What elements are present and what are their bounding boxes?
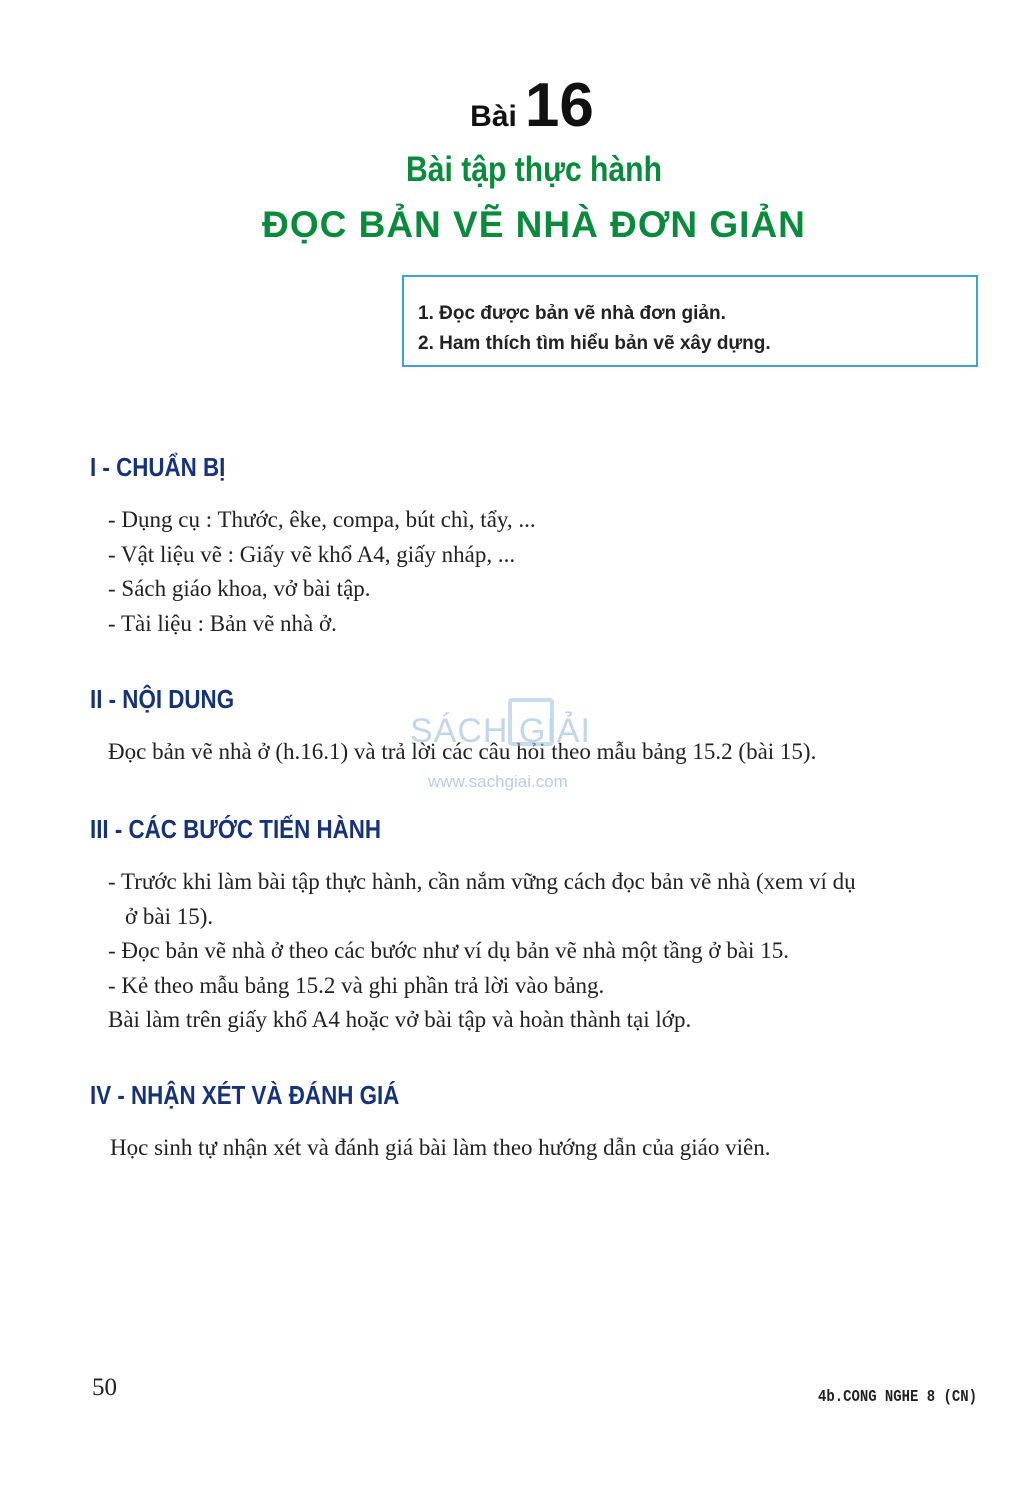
objective-item: 2. Ham thích tìm hiểu bản vẽ xây dựng. <box>418 333 771 354</box>
lesson-subtitle: Bài tập thực hành <box>406 150 662 189</box>
evaluation-text: Học sinh tự nhận xét và đánh giá bài làm theo hướng dẫn của giáo viên. <box>110 1135 771 1160</box>
list-item: - Đọc bản vẽ nhà ở theo các bước như ví dụ bản vẽ nhà một tầng ở bài 15. <box>108 938 789 963</box>
content-text: Đọc bản vẽ nhà ở (h.16.1) và trả lời các câu hỏi theo mẫu bảng 15.2 (bài 15). <box>108 739 817 764</box>
lesson-number-value: 16 <box>524 71 594 140</box>
lesson-number <box>0 70 1024 141</box>
list-item: - Dụng cụ : Thước, êke, compa, bút chì, tẩy, ... <box>108 507 536 532</box>
section-heading-content: II - NỘI DUNG <box>90 684 235 714</box>
objective-item: 1. Đọc được bản vẽ nhà đơn giản. <box>418 303 726 324</box>
list-item: - Sách giáo khoa, vở bài tập. <box>108 576 371 601</box>
page-number: 50 <box>92 1374 117 1401</box>
prepare-list <box>108 503 536 641</box>
list-item-continuation: ở bài 15). <box>125 903 214 929</box>
section-heading-steps: III - CÁC BƯỚC TIẾN HÀNH <box>90 814 382 844</box>
section-heading-evaluation: IV - NHẬN XÉT VÀ ĐÁNH GIÁ <box>90 1080 400 1110</box>
list-item: - Kẻ theo mẫu bảng 15.2 và ghi phần trả lời vào bảng. <box>108 972 605 998</box>
watermark-text: SÁCH GIẢI <box>410 712 591 750</box>
steps-note: Bài làm trên giấy khổ A4 hoặc vở bài tập và hoàn thành tại lớp. <box>108 1007 692 1032</box>
lesson-title: ĐỌC BẢN VẼ NHÀ ĐƠN GIẢN <box>262 204 806 245</box>
lesson-word: Bài <box>470 100 517 133</box>
objectives-box <box>402 275 978 367</box>
list-item: - Vật liệu vẽ : Giấy vẽ khổ A4, giấy nháp, ... <box>108 541 516 567</box>
watermark <box>406 694 626 794</box>
list-item: - Tài liệu : Bản vẽ nhà ở. <box>108 610 337 636</box>
book-code: 4b.CONG NGHE 8 (CN) <box>818 1388 977 1407</box>
watermark-url: www.sachgiai.com <box>428 772 568 791</box>
section-heading-prepare: I - CHUẨN BỊ <box>90 452 226 482</box>
list-item: - Trước khi làm bài tập thực hành, cần nắm vững cách đọc bản vẽ nhà (xem ví dụ <box>108 869 856 894</box>
steps-list <box>108 865 856 1038</box>
